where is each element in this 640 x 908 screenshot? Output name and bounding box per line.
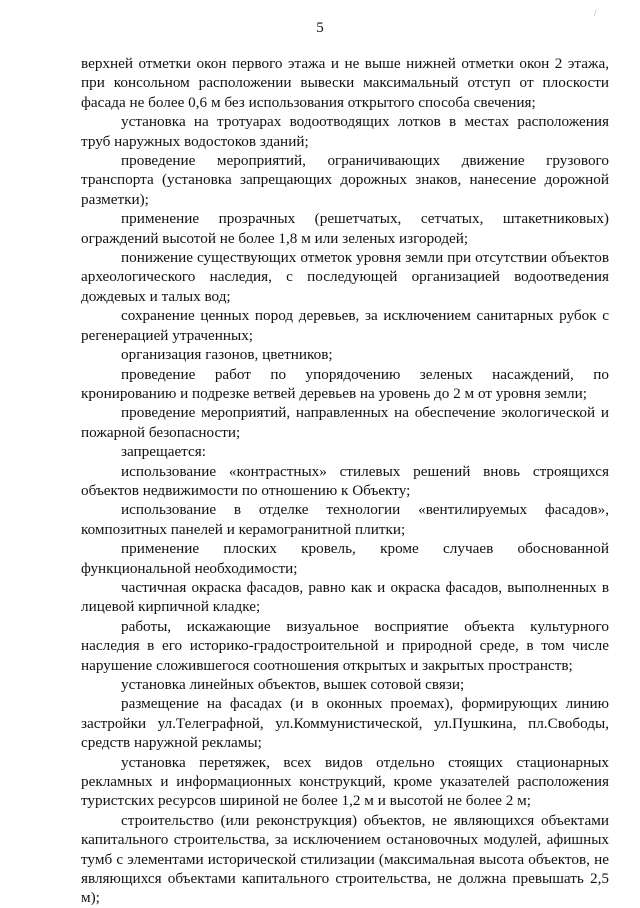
paragraph-11: использование «контрастных» стилевых решений вновь строящихся объектов недвижимости по отношению к Объекту;: [81, 462, 609, 499]
paragraph-5: понижение существующих отметок уровня земли при отсутствии объектов археологического наследия, с последующей организацией водоотведения дождевых и талых вод;: [81, 249, 609, 305]
paragraph-6: сохранение ценных пород деревьев, за исключением санитарных рубок с регенерацией утраченных;: [81, 307, 609, 344]
paragraph-1: верхней отметки окон первого этажа и не выше нижней отметки окон 2 этажа, при консольном расположении вывески максимальный отступ от плоскости фасада не более 0,6 м без использования открытого способа свечения;: [81, 55, 609, 111]
paragraph-9: проведение мероприятий, направленных на обеспечение экологической и пожарной безопасности;: [81, 404, 609, 441]
paragraph-16: установка линейных объектов, вышек сотовой связи;: [121, 676, 465, 693]
paragraph-8: проведение работ по упорядочению зеленых насаждений, по кронированию и подрезке ветвей деревьев на уровень до 2 м от уровня земли;: [81, 365, 609, 402]
paragraph-2: установка на тротуарах водоотводящих лотков в местах расположения труб наружных водостоков зданий;: [81, 113, 609, 150]
paragraph-12: использование в отделке технологии «вентилируемых фасадов», композитных панелей и керамогранитной плитки;: [81, 501, 609, 538]
paragraph-4: применение прозрачных (решетчатых, сетчатых, штакетниковых) ограждений высотой не более 1,8 м или зеленых изгородей;: [81, 210, 609, 247]
corner-mark: /: [594, 8, 597, 18]
paragraph-18: установка перетяжек, всех видов отдельно стоящих стационарных рекламных и информационных конструкций, кроме указателей расположения туристских ресурсов шириной не более 1,2 м и высотой не более 2 м;: [81, 753, 609, 810]
paragraph-13: применение плоских кровель, кроме случаев обоснованной функциональной необходимости;: [81, 540, 609, 577]
paragraph-19: строительство (или реконструкция) объектов, не являющихся объектами капитального строительства, за исключением остановочных модулей, афишных тумб с элементами исторической стилизации (максимальная высота объектов, не являющихся объектами капитального строительства, не должна превышать 2,5 м);: [81, 811, 609, 907]
paragraph-7: организация газонов, цветников;: [121, 346, 333, 364]
paragraph-14: частичная окраска фасадов, равно как и окраска фасадов, выполненных в лицевой кирпичной кладке;: [81, 578, 609, 616]
page-number: 5: [316, 20, 324, 36]
paragraph-17: размещение на фасадах (и в оконных проемах), формирующих линию застройки ул.Телеграфной, ул.Коммунистической, ул.Пушкина, пл.Свободы, средств наружной рекламы;: [81, 695, 609, 752]
document-body: [81, 54, 609, 908]
paragraph-3: проведение мероприятий, ограничивающих движение грузового транспорта (установка запрещающих дорожных знаков, нанесение дорожной разметки);: [81, 152, 609, 208]
paragraph-15: работы, искажающие визуальное восприятие объекта культурного наследия в его историко-градостроительной и природной среде, в том числе нарушение сложившегося соотношения открытых и закрытых пространств;: [81, 617, 609, 674]
paragraph-10: запрещается:: [121, 443, 206, 461]
